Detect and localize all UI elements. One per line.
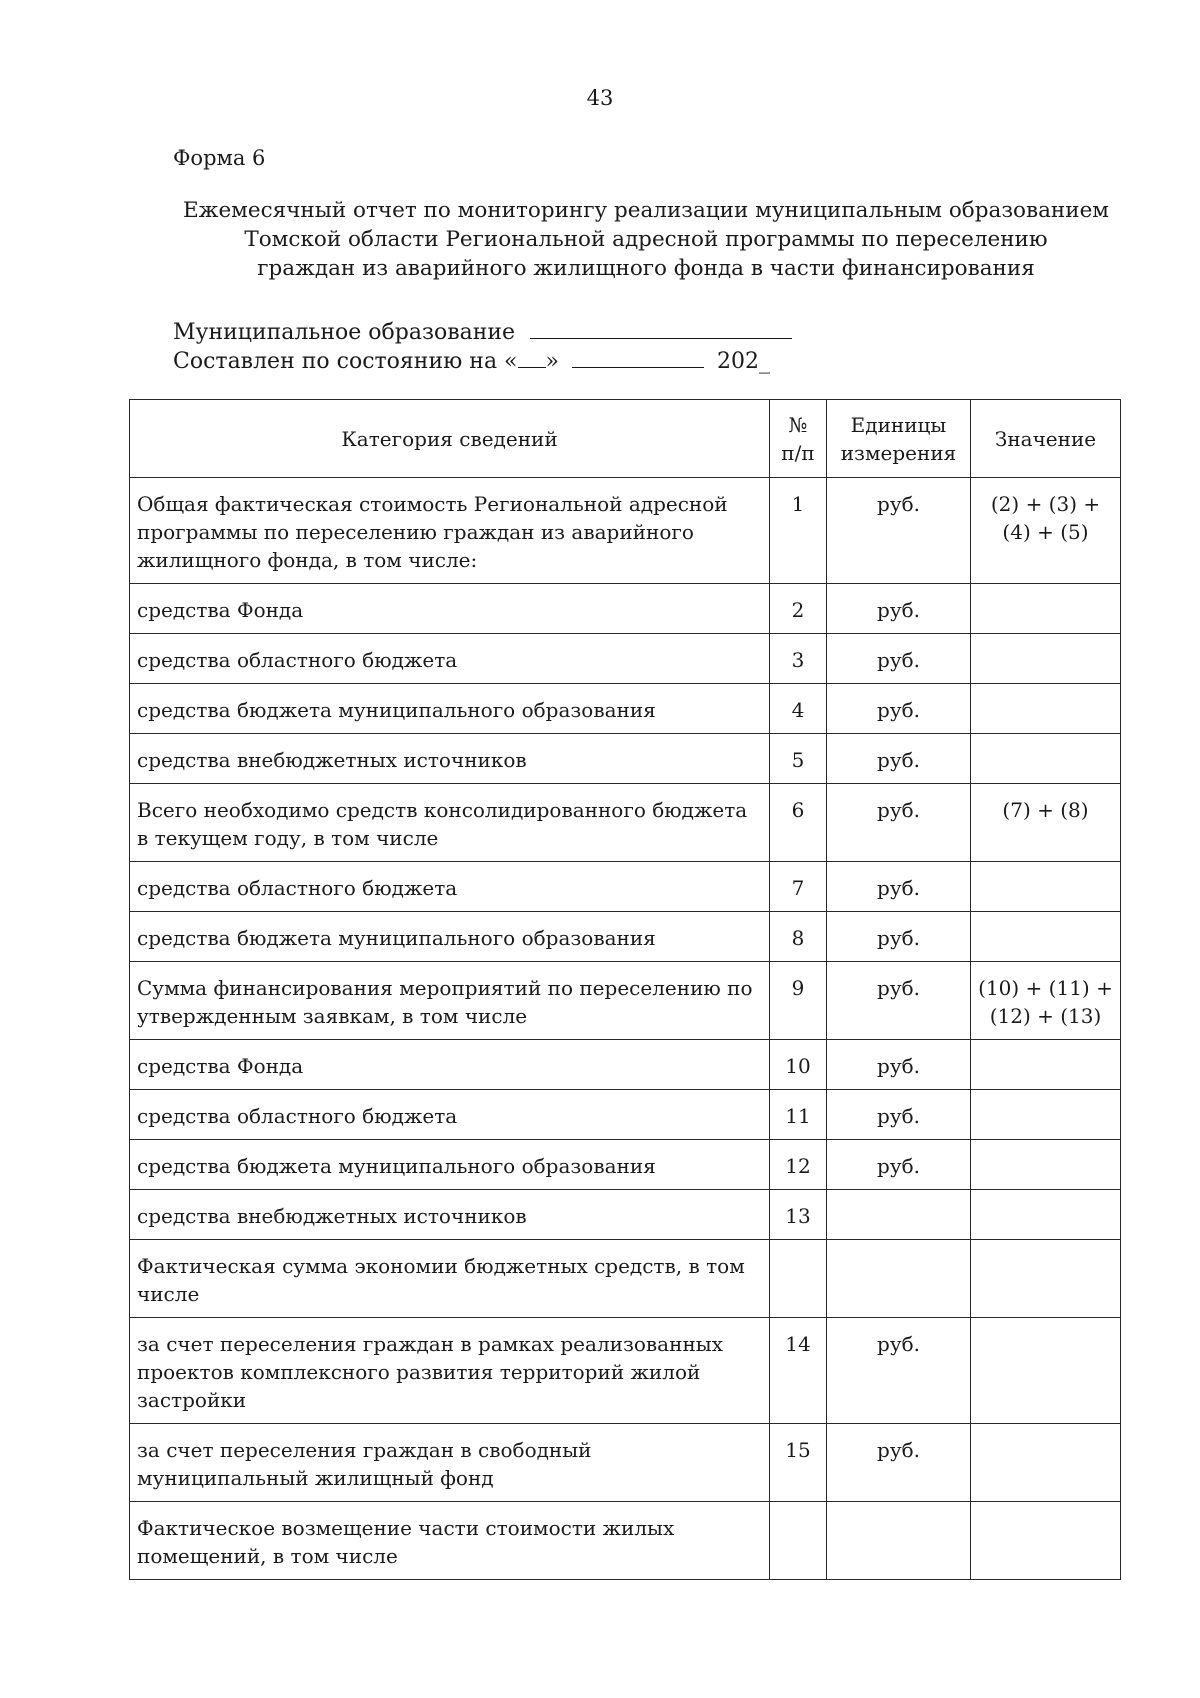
row-value[interactable] (971, 1090, 1121, 1140)
row-unit: руб. (827, 862, 971, 912)
row-number: 7 (770, 862, 827, 912)
monitoring-table (129, 399, 1121, 1580)
row-unit: руб. (827, 1040, 971, 1090)
row-value[interactable] (971, 1040, 1121, 1090)
table-row (130, 1040, 1121, 1090)
municipality-label: Муниципальное образование (173, 320, 516, 345)
table-row (130, 862, 1121, 912)
row-value[interactable] (971, 584, 1121, 634)
report-title-line-2: Томской области Региональной адресной программы по переселению (244, 227, 1048, 252)
row-category: за счет переселения граждан в свободный муниципальный жилищный фонд (130, 1424, 770, 1502)
row-unit: руб. (827, 784, 971, 862)
row-value[interactable] (971, 684, 1121, 734)
row-value[interactable] (971, 1190, 1121, 1240)
row-number: 6 (770, 784, 827, 862)
date-day-blank-field[interactable] (518, 347, 546, 368)
row-category: Всего необходимо средств консолидированного бюджета в текущем году, в том числе (130, 784, 770, 862)
row-unit: руб. (827, 1140, 971, 1190)
table-row (130, 634, 1121, 684)
row-category: средства областного бюджета (130, 862, 770, 912)
row-number: 5 (770, 734, 827, 784)
row-category: средства бюджета муниципального образования (130, 1140, 770, 1190)
row-unit: руб. (827, 912, 971, 962)
row-value[interactable] (971, 912, 1121, 962)
row-value[interactable] (971, 734, 1121, 784)
table-row (130, 784, 1121, 862)
table-row (130, 1240, 1121, 1318)
table-row (130, 912, 1121, 962)
table-row (130, 1090, 1121, 1140)
header-category: Категория сведений (130, 400, 770, 478)
row-value[interactable] (971, 1502, 1121, 1580)
row-value[interactable] (971, 1424, 1121, 1502)
row-unit (827, 1240, 971, 1318)
row-value[interactable] (971, 1318, 1121, 1424)
row-value[interactable] (971, 862, 1121, 912)
row-number: 13 (770, 1190, 827, 1240)
row-category: за счет переселения граждан в рамках реализованных проектов комплексного развития территорий жилой застройки (130, 1318, 770, 1424)
header-number-line-2: п/п (781, 440, 815, 465)
row-number: 3 (770, 634, 827, 684)
row-unit: руб. (827, 634, 971, 684)
municipality-blank-field[interactable] (530, 318, 792, 339)
report-title-line-1: Ежемесячный отчет по мониторингу реализации муниципальным образованием (182, 198, 1110, 223)
row-category: средства бюджета муниципального образования (130, 684, 770, 734)
row-number: 12 (770, 1140, 827, 1190)
table-row (130, 734, 1121, 784)
table-row (130, 962, 1121, 1040)
row-value[interactable] (971, 1240, 1121, 1318)
row-unit: руб. (827, 1090, 971, 1140)
page-number: 43 (586, 86, 614, 110)
date-year: 202_ (716, 349, 770, 374)
header-unit-line-1: Единицы (850, 412, 947, 437)
header-number (770, 400, 827, 478)
row-value[interactable] (971, 1140, 1121, 1190)
row-unit: руб. (827, 1318, 971, 1424)
row-category: средства внебюджетных источников (130, 1190, 770, 1240)
row-category: средства областного бюджета (130, 1090, 770, 1140)
row-category: Фактическая сумма экономии бюджетных средств, в том числе (130, 1240, 770, 1318)
row-value[interactable] (971, 634, 1121, 684)
row-number: 14 (770, 1318, 827, 1424)
table-row (130, 1502, 1121, 1580)
row-category: Общая фактическая стоимость Региональной адресной программы по переселению граждан из аварийного жилищного фонда, в том числе: (130, 478, 770, 584)
row-number: 4 (770, 684, 827, 734)
row-number: 1 (770, 478, 827, 584)
table-row (130, 478, 1121, 584)
row-unit: руб. (827, 734, 971, 784)
row-number: 15 (770, 1424, 827, 1502)
row-unit: руб. (827, 584, 971, 634)
table-row (130, 1318, 1121, 1424)
row-value[interactable]: (10) + (11) + (12) + (13) (971, 962, 1121, 1040)
row-number: 2 (770, 584, 827, 634)
row-unit (827, 1190, 971, 1240)
header-number-line-1: № (788, 412, 808, 437)
row-number: 11 (770, 1090, 827, 1140)
table-row (130, 584, 1121, 634)
row-unit: руб. (827, 684, 971, 734)
row-number: 10 (770, 1040, 827, 1090)
row-category: Сумма финансирования мероприятий по переселению по утвержденным заявкам, в том числе (130, 962, 770, 1040)
row-category: средства внебюджетных источников (130, 734, 770, 784)
date-label: Составлен по состоянию на « (173, 349, 518, 374)
row-number: 9 (770, 962, 827, 1040)
table-row (130, 1190, 1121, 1240)
row-unit (827, 1502, 971, 1580)
header-unit (827, 400, 971, 478)
row-unit: руб. (827, 1424, 971, 1502)
report-title-line-3: граждан из аварийного жилищного фонда в части финансирования (257, 256, 1035, 281)
header-unit-line-2: измерения (840, 440, 957, 465)
row-category: средства Фонда (130, 584, 770, 634)
date-quote-close: » (545, 349, 559, 374)
row-number: 8 (770, 912, 827, 962)
table-row (130, 1140, 1121, 1190)
row-category: Фактическое возмещение части стоимости жилых помещений, в том числе (130, 1502, 770, 1580)
header-value: Значение (971, 400, 1121, 478)
row-number (770, 1240, 827, 1318)
row-value[interactable]: (2) + (3) + (4) + (5) (971, 478, 1121, 584)
report-title (120, 196, 1172, 283)
row-category: средства областного бюджета (130, 634, 770, 684)
form-label: Форма 6 (173, 146, 266, 170)
row-unit: руб. (827, 962, 971, 1040)
table-row (130, 1424, 1121, 1502)
date-month-blank-field[interactable] (572, 347, 704, 368)
table-header-row (130, 400, 1121, 478)
table-row (130, 684, 1121, 734)
row-category: средства Фонда (130, 1040, 770, 1090)
row-number (770, 1502, 827, 1580)
municipality-line (173, 318, 792, 345)
row-category: средства бюджета муниципального образования (130, 912, 770, 962)
row-value[interactable]: (7) + (8) (971, 784, 1121, 862)
row-unit: руб. (827, 478, 971, 584)
date-line (173, 347, 770, 374)
